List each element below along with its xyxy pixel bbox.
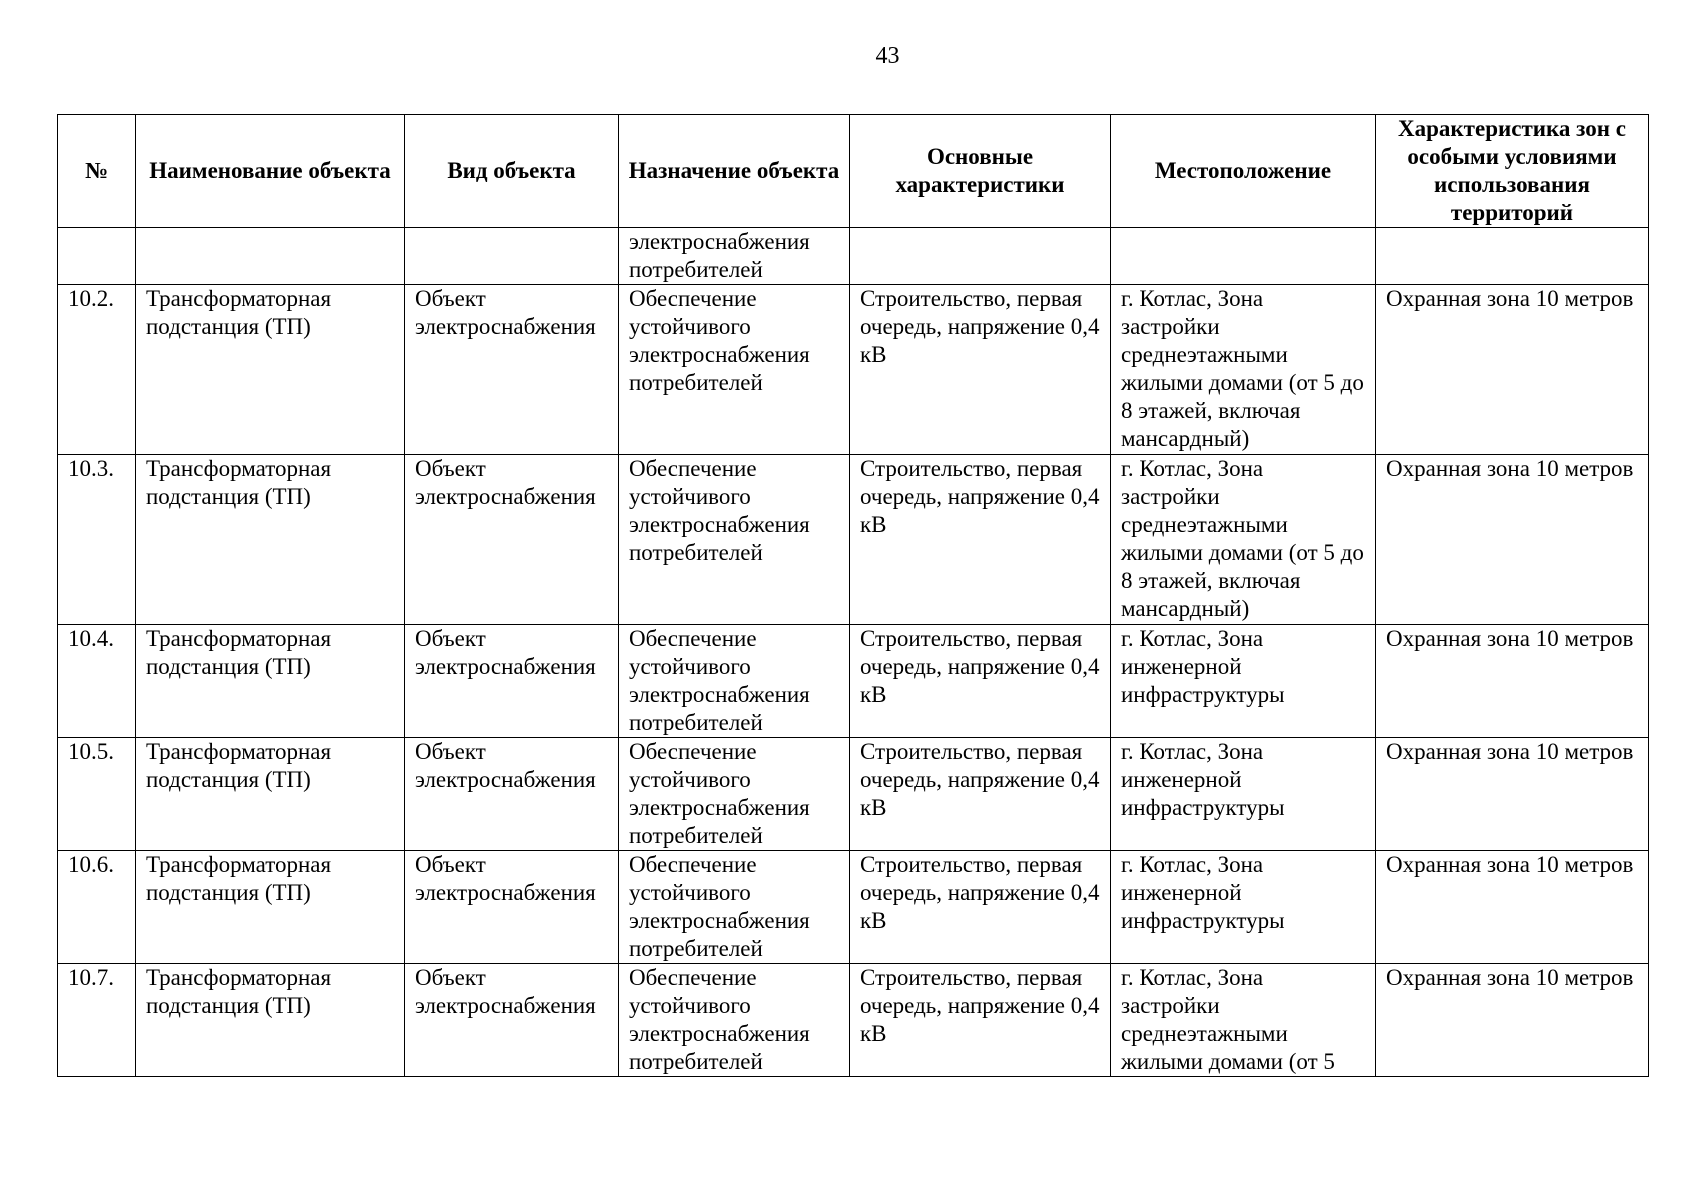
object-location: г. Котлас, Зона инженерной инфраструктуры <box>1111 851 1376 964</box>
table-row <box>58 851 1649 964</box>
object-zone: Охранная зона 10 метров <box>1376 285 1649 455</box>
object-characteristics: Строительство, первая очередь, напряжение 0,4 кВ <box>850 285 1111 455</box>
object-characteristics: Строительство, первая очередь, напряжение 0,4 кВ <box>850 851 1111 964</box>
object-characteristics: Строительство, первая очередь, напряжение 0,4 кВ <box>850 738 1111 851</box>
row-number: 10.2. <box>58 285 136 455</box>
table-cell: электроснабжения потребителей <box>619 228 850 285</box>
table-row <box>58 285 1649 455</box>
object-purpose: Обеспечение устойчивого электроснабжения потребителей <box>619 964 850 1077</box>
object-type: Объект электроснабжения <box>405 964 619 1077</box>
object-name: Трансформаторная подстанция (ТП) <box>136 738 405 851</box>
row-number: 10.5. <box>58 738 136 851</box>
table-cell <box>136 228 405 285</box>
object-name: Трансформаторная подстанция (ТП) <box>136 964 405 1077</box>
page-number: 43 <box>875 43 900 69</box>
object-name: Трансформаторная подстанция (ТП) <box>136 455 405 625</box>
object-location: г. Котлас, Зона застройки среднеэтажными жилыми домами (от 5 <box>1111 964 1376 1077</box>
object-purpose: Обеспечение устойчивого электроснабжения потребителей <box>619 738 850 851</box>
table-cell <box>850 228 1111 285</box>
object-location: г. Котлас, Зона инженерной инфраструктуры <box>1111 625 1376 738</box>
object-name: Трансформаторная подстанция (ТП) <box>136 851 405 964</box>
table-row <box>58 738 1649 851</box>
table-row-continuation <box>58 228 1649 285</box>
object-type: Объект электроснабжения <box>405 455 619 625</box>
object-type: Объект электроснабжения <box>405 285 619 455</box>
header-location: Местоположение <box>1111 115 1376 228</box>
header-main-characteristics: Основные характеристики <box>850 115 1111 228</box>
object-type: Объект электроснабжения <box>405 851 619 964</box>
table-row <box>58 455 1649 625</box>
object-zone: Охранная зона 10 метров <box>1376 964 1649 1077</box>
object-purpose: Обеспечение устойчивого электроснабжения потребителей <box>619 625 850 738</box>
header-object-purpose: Назначение объекта <box>619 115 850 228</box>
object-location: г. Котлас, Зона инженерной инфраструктуры <box>1111 738 1376 851</box>
object-characteristics: Строительство, первая очередь, напряжение 0,4 кВ <box>850 455 1111 625</box>
object-characteristics: Строительство, первая очередь, напряжение 0,4 кВ <box>850 625 1111 738</box>
object-zone: Охранная зона 10 метров <box>1376 851 1649 964</box>
object-name: Трансформаторная подстанция (ТП) <box>136 285 405 455</box>
object-zone: Охранная зона 10 метров <box>1376 455 1649 625</box>
object-location: г. Котлас, Зона застройки среднеэтажными жилыми домами (от 5 до 8 этажей, включая мансардный) <box>1111 285 1376 455</box>
header-number: № <box>58 115 136 228</box>
table-cell <box>1376 228 1649 285</box>
table-cell <box>405 228 619 285</box>
object-name: Трансформаторная подстанция (ТП) <box>136 625 405 738</box>
object-type: Объект электроснабжения <box>405 738 619 851</box>
object-characteristics: Строительство, первая очередь, напряжение 0,4 кВ <box>850 964 1111 1077</box>
row-number: 10.7. <box>58 964 136 1077</box>
object-purpose: Обеспечение устойчивого электроснабжения потребителей <box>619 851 850 964</box>
table-cell <box>1111 228 1376 285</box>
object-zone: Охранная зона 10 метров <box>1376 738 1649 851</box>
header-object-type: Вид объекта <box>405 115 619 228</box>
objects-table <box>57 114 1649 1077</box>
table-row <box>58 625 1649 738</box>
header-zone-characteristics: Характеристика зон с особыми условиями использования территорий <box>1376 115 1649 228</box>
row-number: 10.3. <box>58 455 136 625</box>
row-number: 10.6. <box>58 851 136 964</box>
object-location: г. Котлас, Зона застройки среднеэтажными жилыми домами (от 5 до 8 этажей, включая мансардный) <box>1111 455 1376 625</box>
object-zone: Охранная зона 10 метров <box>1376 625 1649 738</box>
table-cell <box>58 228 136 285</box>
table-row <box>58 964 1649 1077</box>
header-object-name: Наименование объекта <box>136 115 405 228</box>
row-number: 10.4. <box>58 625 136 738</box>
object-purpose: Обеспечение устойчивого электроснабжения потребителей <box>619 455 850 625</box>
object-purpose: Обеспечение устойчивого электроснабжения потребителей <box>619 285 850 455</box>
object-type: Объект электроснабжения <box>405 625 619 738</box>
table-header-row <box>58 115 1649 228</box>
